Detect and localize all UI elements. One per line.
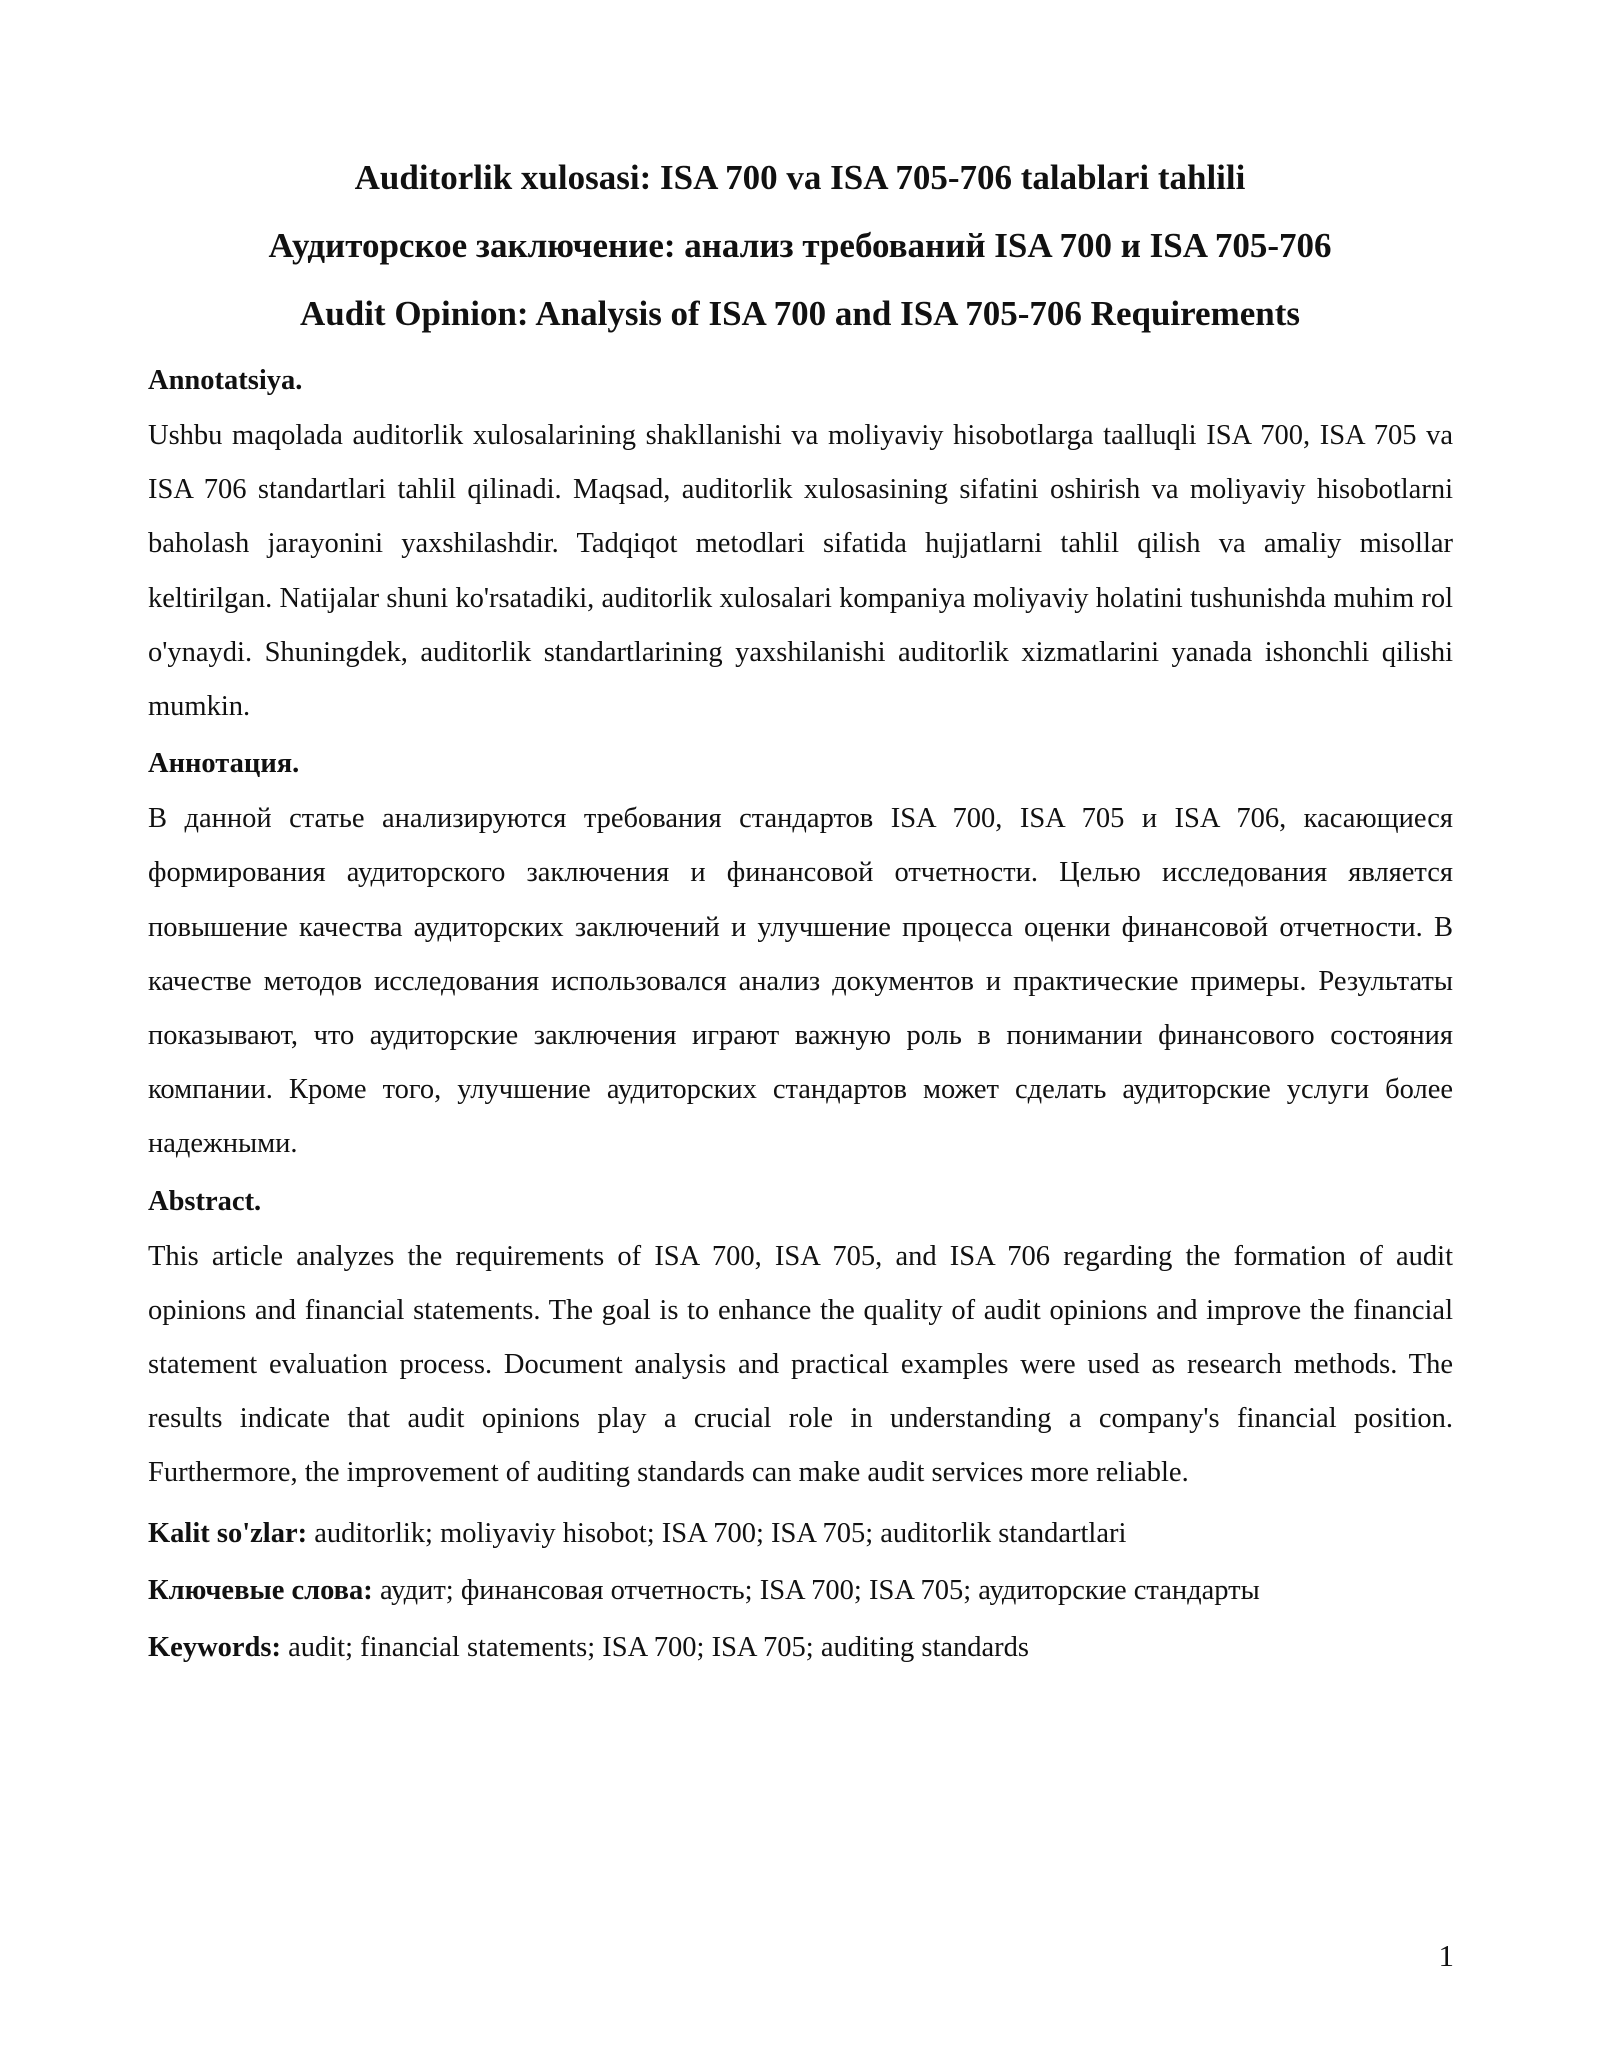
abstract-english-section — [148, 1176, 1453, 1501]
abstract-russian-section — [148, 738, 1453, 1171]
keywords-russian-label: Ключевые слова: — [148, 1574, 373, 1606]
keywords-uzbek — [148, 1505, 1453, 1562]
title-english: Audit Opinion: Analysis of ISA 700 and ISA 705-706 Requirements — [300, 294, 1300, 333]
page-number: 1 — [1438, 1938, 1454, 1973]
abstract-english-heading: Abstract. — [148, 1185, 262, 1217]
abstract-uzbek-section — [148, 355, 1453, 734]
keywords-section — [148, 1505, 1453, 1676]
keywords-russian — [148, 1562, 1453, 1619]
keywords-uzbek-list: auditorlik; moliyaviy hisobot; ISA 700; ISA 705; auditorlik standartlari — [307, 1517, 1127, 1549]
article-body — [148, 355, 1453, 1676]
abstract-uzbek-text: Ushbu maqolada auditorlik xulosalarining shakllanishi va moliyaviy hisobotlarga taalluqli ISA 700, ISA 705 va ISA 706 standartlari tahlil qilinadi. Maqsad, auditorlik xulosasining sifatini oshirish va moliyaviy hisobotlarni baholash jarayonini yaxshilashdir. Tadqiqot metodlari sifatida hujjatlarni tahlil qilish va amaliy misollar keltirilgan. Natijalar shuni ko'rsatadiki, auditorlik xulosalari kompaniya moliyaviy holatini tushunishda muhim rol o'ynaydi. Shuningdek, auditorlik standartlarining yaxshilanishi auditorlik xizmatlarini yanada ishonchli qilishi mumkin. — [148, 420, 1453, 723]
title-russian: Аудиторское заключение: анализ требований ISA 700 и ISA 705-706 — [268, 226, 1332, 265]
title-uzbek: Auditorlik xulosasi: ISA 700 va ISA 705-706 talablari tahlili — [354, 158, 1246, 197]
keywords-english-label: Keywords: — [148, 1631, 281, 1663]
abstract-uzbek-heading: Annotatsiya. — [148, 365, 303, 396]
keywords-russian-list: аудит; финансовая отчетность; ISA 700; ISA 705; аудиторские стандарты — [372, 1574, 1260, 1606]
keywords-uzbek-label: Kalit so'zlar: — [148, 1517, 308, 1549]
abstract-russian-heading: Аннотация. — [148, 748, 300, 780]
title-block — [0, 144, 1600, 348]
abstract-english-text: This article analyzes the requirements of ISA 700, ISA 705, and ISA 706 regarding the formation of audit opinions and financial statements. The goal is to enhance the quality of audit opinions and improve the financial statement evaluation process. Document analysis and practical examples were used as research methods. The results indicate that audit opinions play a crucial role in understanding a company's financial position. Furthermore, the improvement of auditing standards can make audit services more reliable. — [148, 1240, 1453, 1489]
keywords-english — [148, 1619, 1453, 1676]
abstract-russian-text: В данной статье анализируются требования стандартов ISA 700, ISA 705 и ISA 706, касающиеся формирования аудиторского заключения и финансовой отчетности. Целью исследования является повышение качества аудиторских заключений и улучшение процесса оценки финансовой отчетности. В качестве методов исследования использовался анализ документов и практические примеры. Результаты показывают, что аудиторские заключения играют важную роль в понимании финансового состояния компании. Кроме того, улучшение аудиторских стандартов может сделать аудиторские услуги более надежными. — [148, 803, 1453, 1160]
keywords-english-list: audit; financial statements; ISA 700; ISA 705; auditing standards — [280, 1631, 1030, 1663]
